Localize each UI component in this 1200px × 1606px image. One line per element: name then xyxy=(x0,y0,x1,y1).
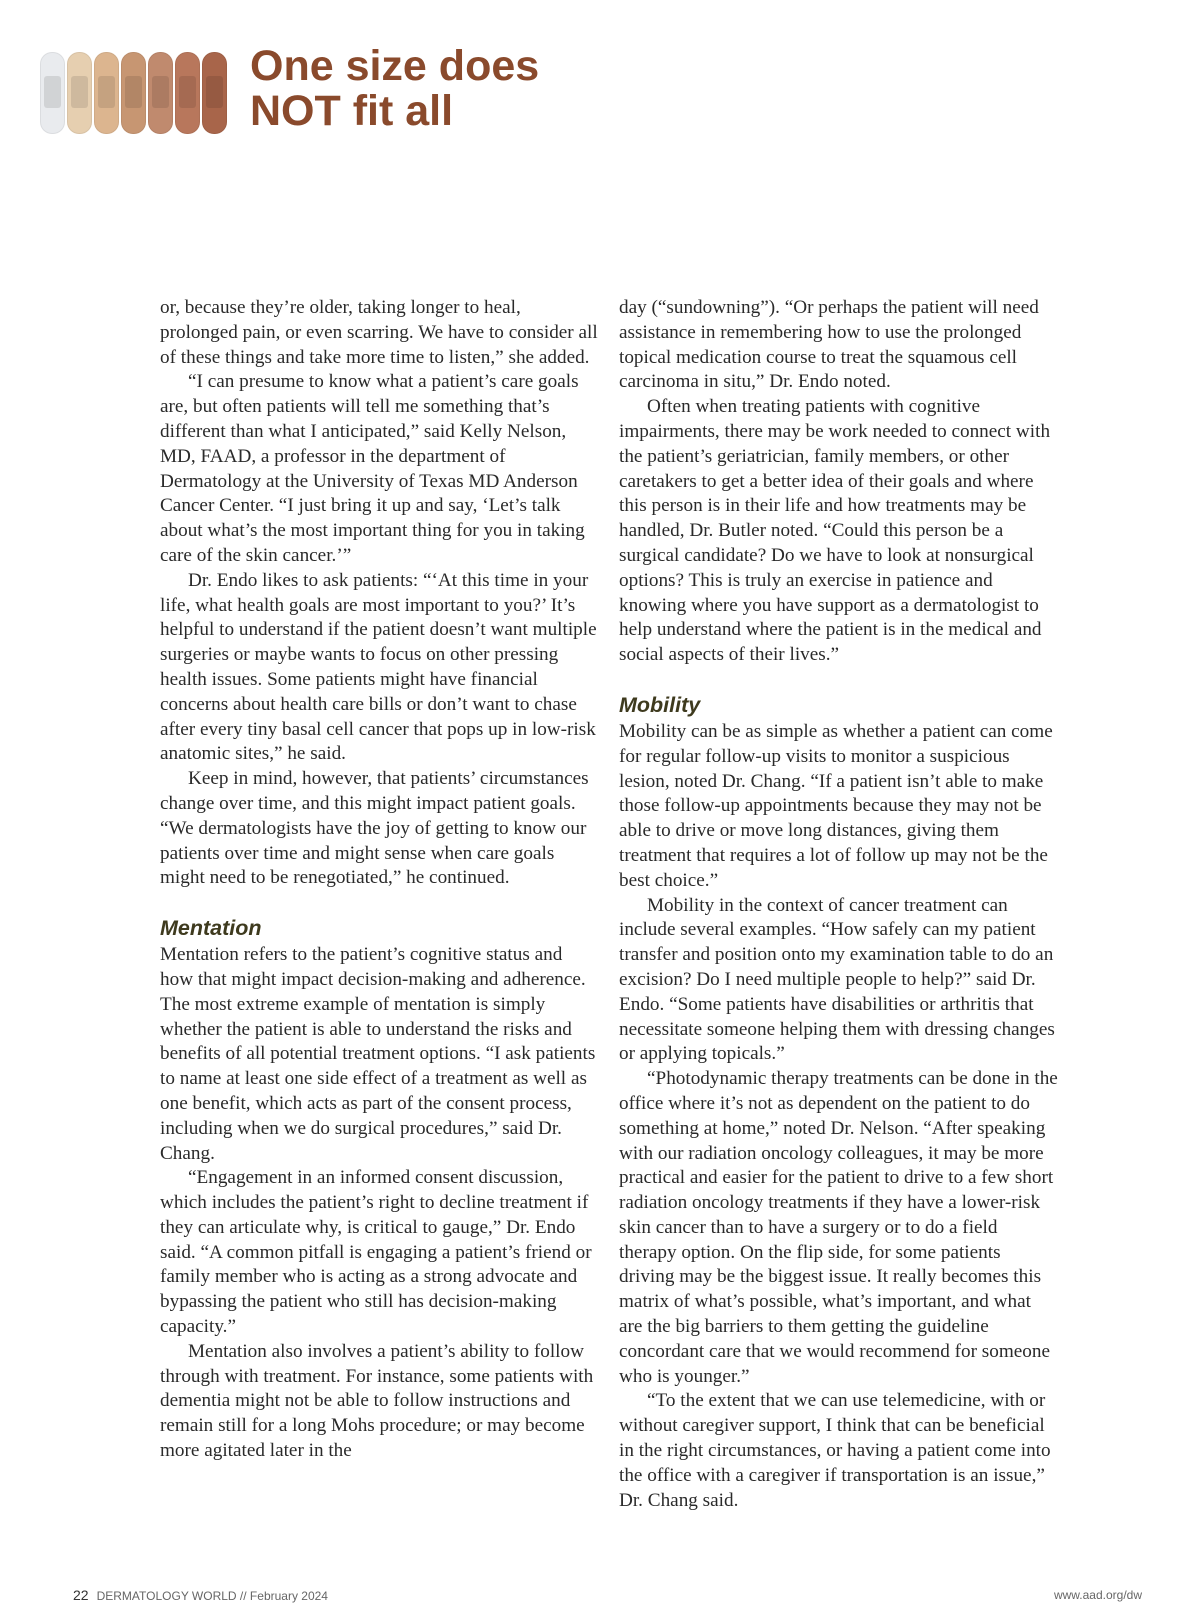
paragraph: Mobility can be as simple as whether a patient can come for regular follow-up visits to monitor a suspicious lesion, noted Dr. Chang. “If a patient isn’t able to make those follow-up appointments because they may not be able to drive or move long distances, giving them treatment that requires a lot of follow up may not be the best choice.” xyxy=(619,720,1053,891)
paragraph: “Engagement in an informed consent discussion, which includes the patient’s right to decline treatment if they can articulate why, is critical to gauge,” Dr. Endo said. “A common pitfall is engaging a patient’s friend or family member who is acting as a strong advocate and bypassing the patient who still has decision-making capacity.” xyxy=(160,1167,592,1338)
bandaid-icon xyxy=(175,52,200,134)
section-heading: Mobility xyxy=(619,692,701,717)
bandaid-icon xyxy=(67,52,92,134)
bandaid-icon xyxy=(121,52,146,134)
article-column-right xyxy=(619,296,1059,1513)
paragraph: Mobility in the context of cancer treatment can include several examples. “How safely can my patient transfer and position onto my examination table to do an excision? Do I need multiple people to help?” said Dr. Endo. “Some patients have disabilities or arthritis that necessitate someone helping them with dressing changes or applying topicals.” xyxy=(619,894,1055,1065)
bandaid-icon xyxy=(94,52,119,134)
article-column-left xyxy=(160,296,600,1464)
paragraph: “I can presume to know what a patient’s care goals are, but often patients will tell me something that’s different than what I anticipated,” said Kelly Nelson, MD, FAAD, a professor in the department of Dermatology at the University of Texas MD Anderson Cancer Center. “I just bring it up and say, ‘Let’s talk about what’s the most important thing for you in taking care of the skin cancer.’” xyxy=(160,371,585,566)
bandaid-icon xyxy=(148,52,173,134)
paragraph: Keep in mind, however, that patients’ circumstances change over time, and this might impact patient goals. “We dermatologists have the joy of getting to know our patients over time and might sense when care goals might need to be renegotiated,” he continued. xyxy=(160,768,589,889)
paragraph: Dr. Endo likes to ask patients: “‘At this time in your life, what health goals are most important to you?’ It’s helpful to understand if the patient doesn’t want multiple surgeries or maybe wants to focus on other pressing health issues. Some patients might have financial concerns about health care bills or don’t want to chase after every tiny basal cell cancer that pops up in low-risk anatomic sites,” he said. xyxy=(160,569,597,765)
bandaid-icon xyxy=(40,52,65,134)
paragraph: day (“sundowning”). “Or perhaps the patient will need assistance in remembering how to use the prolonged topical medication course to treat the squamous cell carcinoma in situ,” Dr. Endo noted. xyxy=(619,297,1039,393)
paragraph: “Photodynamic therapy treatments can be done in the office where it’s not as dependent on the patient to do something at home,” noted Dr. Nelson. “After speaking with our radiation oncology colleagues, it may be more practical and easier for the patient to drive to a few short radiation oncology treatments if they have a lower-risk skin cancer than to have a surgery or to do a field therapy option. On the flip side, for some patients driving may be the biggest issue. It really becomes this matrix of what’s possible, what’s important, and what are the big barriers to them getting the guideline concordant care that we would recommend for someone who is younger.” xyxy=(619,1068,1058,1387)
paragraph: Mentation also involves a patient’s ability to follow through with treatment. For instance, some patients with dementia might not be able to follow instructions and remain still for a long Mohs procedure; or may become more agitated later in the xyxy=(160,1340,594,1462)
bandaid-icon xyxy=(202,52,227,134)
footer-url: www.aad.org/dw xyxy=(1053,1588,1142,1602)
paragraph: or, because they’re older, taking longer to heal, prolonged pain, or even scarring. We have to consider all of these things and take more time to listen,” she added. xyxy=(160,297,598,368)
paragraph: “To the extent that we can use telemedicine, with or without caregiver support, I think that can be beneficial in the right circumstances, or having a patient come into the office with a caregiver if transportation is an issue,” Dr. Chang said. xyxy=(619,1390,1051,1511)
section-heading: Mentation xyxy=(160,916,262,941)
paragraph: Often when treating patients with cognitive impairments, there may be work needed to connect with the patient’s geriatrician, family members, or other caretakers to get a better idea of their goals and where this person is in their life and how treatments may be handled, Dr. Butler noted. “Could this person be a surgical candidate? Do we have to look at nonsurgical options? This is truly an exercise in patience and knowing where you have support as a dermatologist to help understand where the patient is in the medical and social aspects of their lives.” xyxy=(619,396,1051,666)
bandaids-illustration xyxy=(40,52,240,142)
page-title: One size does NOT fit all xyxy=(250,42,540,135)
publication-info: DERMATOLOGY WORLD // February 2024 xyxy=(96,1589,328,1603)
footer-left xyxy=(73,1587,328,1603)
page-number: 22 xyxy=(73,1587,89,1603)
paragraph: Mentation refers to the patient’s cognitive status and how that might impact decision-making and adherence. The most extreme example of mentation is simply whether the patient is able to understand the risks and benefits of all potential treatment options. “I ask patients to name at least one side effect of a treatment as well as one benefit, which acts as part of the consent process, including when we do surgical procedures,” said Dr. Chang. xyxy=(160,944,596,1164)
